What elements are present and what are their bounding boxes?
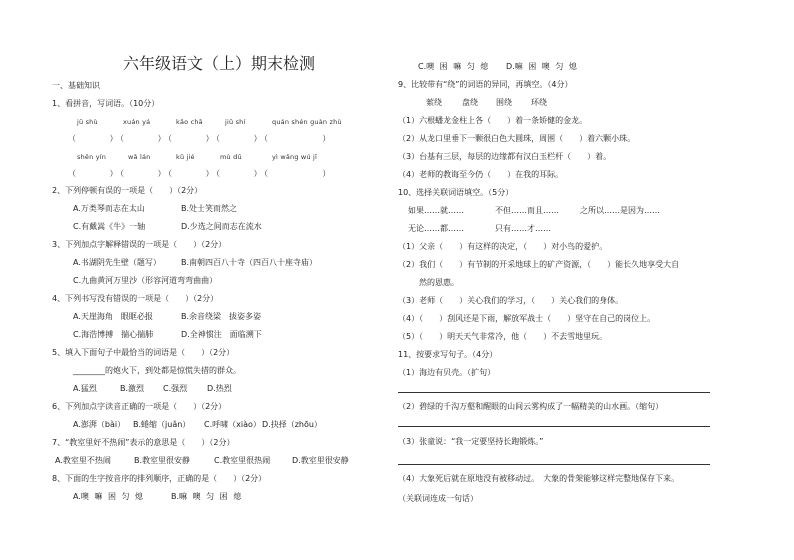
- q10-word-2: 不但……而且……: [495, 206, 559, 215]
- q9-item-2: （2）从龙口里垂下一颗很白色大圆珠，周围（ ）着六颗小珠。: [398, 134, 636, 143]
- q10-item-2-cont: 然的恩惠。: [419, 278, 459, 287]
- pinyin-4: jiǔ shí: [225, 118, 246, 126]
- q6-option-b: B.蜷缩（juǎn）: [133, 420, 191, 429]
- q2-option-d: D.少选之间而志在流水: [181, 222, 262, 231]
- question-5: 5、填入下面句子中最恰当的词语是（ ）（2分）: [52, 348, 235, 357]
- q3-option-b: B.南朝四百八十寺（四百八十座寺庙）: [181, 258, 318, 267]
- q5-sentence: ________的炮火下，到处都是惊慌失措的群众。: [73, 366, 241, 375]
- section-heading: 一、基础知识: [52, 81, 100, 90]
- q2-option-a: A.万类琴而志在太山: [73, 204, 145, 213]
- q10-word-1: 如果……就……: [408, 206, 464, 215]
- q7-option-a: A.教室里不热闹: [55, 456, 111, 465]
- answer-line-2[interactable]: [398, 426, 710, 427]
- q4-option-c: C.海浩博搏 揣心揣肺: [73, 330, 154, 339]
- question-4: 4、下列书写没有错误的一项是（ ）（2分）: [52, 294, 219, 303]
- answer-line-1[interactable]: [398, 392, 710, 393]
- q2-option-c: C.有戴嵩《牛》一轴: [73, 222, 146, 231]
- q10-word-5: 只有……才……: [495, 224, 551, 233]
- pinyin-7: wǎ lán: [128, 153, 151, 161]
- question-8: 8、下面的生字按音序的排列顺序，正确的是（ ）（2分）: [52, 474, 267, 483]
- q9-word-1: 萦绕: [426, 98, 442, 107]
- q4-option-b: B.余音绕梁 拔姿多姿: [181, 312, 262, 321]
- question-2: 2、下列停顿有误的一项是（ ）（2分）: [52, 186, 203, 195]
- q9-word-2: 盘绕: [462, 98, 478, 107]
- q11-item-4: （4）大象死后就在原地没有被移动过。 大象的骨架能够这样完整地保存下来。: [398, 474, 680, 483]
- q4-option-a: A.天崖海角 眼眶必报: [73, 312, 153, 321]
- q9-word-4: 环绕: [531, 98, 547, 107]
- q3-option-a: A.书湖阴先生壁（题写）: [73, 258, 161, 267]
- q5-option-a: A.猛烈: [73, 384, 97, 393]
- q6-option-d: D.抉择（zhōu）: [262, 420, 322, 429]
- q9-item-1: （1）六根蟠龙金柱上各（ ）着一条矫健的金龙。: [398, 116, 588, 125]
- q10-item-1: （1）父亲（ ）有这样的决定，（ ）对小鸟的爱护。: [398, 242, 608, 251]
- q10-item-2: （2）我们（ ）有节制的开采地球上的矿产资源，（ ）能长久地享受大自: [398, 260, 680, 269]
- pinyin-1: jū shù: [77, 118, 98, 126]
- q11-item-4-note: （关联词连成一句话）: [398, 494, 478, 503]
- q3-option-c: C.九曲黄河万里沙（形容河道弯弯曲曲）: [73, 276, 218, 285]
- q10-item-3: （3）老师（ ）关心我们的学习，（ ）关心我们的身体。: [398, 296, 624, 305]
- pinyin-6: shěn yín: [77, 153, 107, 161]
- q8-option-a: A.噢 嘛 困 匀 熄: [73, 492, 144, 501]
- q10-word-4: 无论……都……: [408, 224, 464, 233]
- pinyin-2: xuán yá: [123, 118, 151, 126]
- question-1: 1、看拼音，写词语。（10分）: [52, 99, 160, 108]
- answer-line-3[interactable]: [398, 464, 710, 465]
- q5-option-b: B.激烈: [120, 384, 145, 393]
- page-title: 六年级语文（上）期末检测: [123, 54, 316, 73]
- question-7: 7、“教室里好不热闹”表示的意思是（ ）（2分）: [52, 438, 235, 447]
- q2-option-b: B.处士笑而然之: [181, 204, 238, 213]
- pinyin-8: kǔ jié: [176, 153, 195, 161]
- q9-word-3: 围绕: [496, 98, 512, 107]
- q11-item-3: （3）张童说：“我一定要坚持长跑锻炼。”: [398, 437, 544, 446]
- q6-option-a: A.澎湃（bài）: [73, 420, 126, 429]
- question-11: 11、按要求写句子。（4分）: [398, 350, 498, 359]
- q10-item-4: （4）（ ）刮风还是下雨，解放军战士（ ）坚守在自己的岗位上。: [398, 314, 656, 323]
- q10-item-5: （5）（ ）明天天气非常冷，他（ ）不去雪地里玩。: [398, 332, 608, 341]
- q4-option-d: D.全神惯注 面临溯下: [181, 330, 262, 339]
- q11-item-2: （2）碧绿的千沟万壑和醒眼的山间云雾构成了一幅精美的山水画。（缩句）: [398, 402, 664, 411]
- question-6: 6、下列加点字读音正确的一项是（ ）（2分）: [52, 402, 227, 411]
- pinyin-5: quán shén guàn zhù: [272, 118, 342, 126]
- q7-option-b: B.教室里很安静: [134, 456, 191, 465]
- question-3: 3、下列加点字解释错误的一项是（ ）（2分）: [52, 240, 227, 249]
- pinyin-9: mù dū: [220, 153, 242, 161]
- q9-item-3: （3）台基有三层，每层的边缘都有汉白玉栏杆（ ）着。: [398, 152, 612, 161]
- q7-option-d: D.教室里很安静: [292, 456, 349, 465]
- q8-option-b: B.嘛 噢 匀 困 熄: [171, 492, 242, 501]
- q5-option-c: C.强烈: [163, 384, 188, 393]
- answer-blanks-row-1[interactable]: （ ）（ ）（ ）（ ）（ ）: [68, 134, 333, 143]
- q7-option-c: C.教室里很热闹: [214, 456, 271, 465]
- answer-blanks-row-2[interactable]: （ ）（ ）（ ）（ ）（ ）: [68, 169, 333, 178]
- q5-option-d: D.热烈: [207, 384, 232, 393]
- question-10: 10、选择关联词语填空。（5分）: [398, 188, 514, 197]
- q6-option-c: C.呼啸（xiào）: [204, 420, 261, 429]
- question-9: 9、比较带有“绕”的词语的异同，再填空。（4分）: [398, 80, 573, 89]
- pinyin-10: yì wǎng wú jī: [272, 153, 318, 161]
- q9-item-4: （4）老师的教诲至今仍（ ）在我的耳际。: [398, 170, 564, 179]
- q10-word-3: 之所以……是因为……: [580, 206, 660, 215]
- q11-item-1: （1）海边有贝壳。（扩句）: [398, 368, 496, 377]
- q8-option-c: C.噢 困 嘛 匀 熄: [418, 62, 489, 71]
- q8-option-d: D.嘛 困 噢 匀 熄: [506, 62, 577, 71]
- pinyin-3: kǎo chā: [176, 118, 203, 126]
